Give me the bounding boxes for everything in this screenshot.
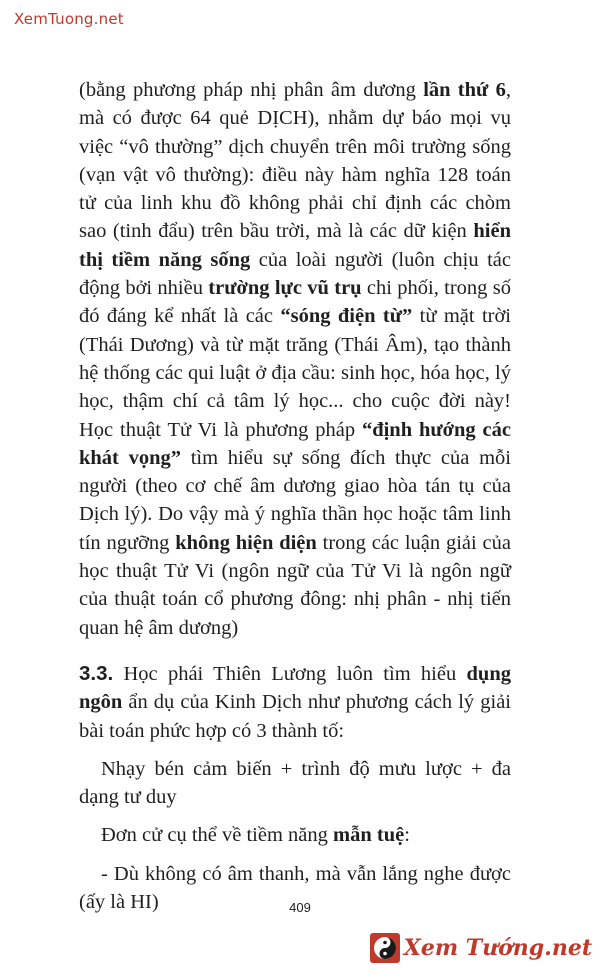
bold-text-run: hiển thị tiềm năng sống: [79, 220, 511, 271]
formula-text: Nhạy bén cảm biến + trình độ mưu lược + đa dạng tư duy: [79, 757, 511, 809]
bold-text-run: lần thứ 6: [423, 79, 506, 101]
bullet-text: - Dù không có âm thanh, mà vẫn lắng nghe được (ấy là HI): [79, 862, 511, 914]
text-run: Đơn cử cụ thể về tiềm năng: [101, 824, 334, 847]
site-logo: [370, 933, 592, 963]
example-text: [79, 821, 511, 849]
page-content: [79, 76, 511, 916]
bold-text-run: dụng ngôn: [79, 662, 511, 714]
bold-text-run: trường lực vũ trụ: [208, 277, 362, 300]
example-line: [79, 821, 511, 849]
watermark-top: XemTuong.net: [14, 10, 124, 28]
text-run: , mà có được 64 quẻ DỊCH), nhằm dự báo mọi vụ việc “vô thường” dịch chuyển trên môi trường sống (vạn vật vô thường): điều này hàm nghĩa 128 toán tử của linh khu đồ không phải chỉ định các chòm sao (tinh đẩu) trên bầu trời, mà là các dữ kiện: [79, 79, 511, 243]
logo-text: Xem Tướng.net: [403, 935, 592, 961]
text-run: của loài người (luôn chịu tác động bởi nhiều: [79, 248, 512, 300]
text-run: :: [404, 824, 410, 847]
bold-text-run: mẫn tuệ: [333, 824, 405, 847]
text-run: trong các luận giải của học thuật Tử Vi (ngôn ngữ của Tử Vi là ngôn ngữ của thuật toán cổ phương đông: nhị phân - nhị tiến quan hệ âm dương): [79, 531, 511, 639]
text-run: tìm hiểu sự sống đích thực của mỗi người (theo cơ chế âm dương giao hòa tán tụ của Dịch lý). Do vậy mà ý nghĩa thần học hoặc tâm linh tín ngưỡng: [79, 446, 511, 554]
text-run: từ mặt trời (Thái Dương) và từ mặt trăng (Thái Âm), tạo thành hệ thống các qui luật ở địa cầu: sinh học, hóa học, lý học, thậm chí cả tâm lý học... cho cuộc đời này! Học thuật Tử Vi là phương pháp: [79, 305, 511, 441]
section-3-3-text: [79, 660, 511, 745]
paragraph-1: [79, 76, 511, 642]
page-number: 409: [289, 900, 311, 915]
text-run: chi phối, trong số đó đáng kể nhất là các: [79, 277, 511, 328]
text-run: (bằng phương pháp nhị phân âm dương: [79, 79, 424, 101]
formula-line: [79, 755, 511, 812]
bold-text-run: “định hướng các khát vọng”: [79, 418, 511, 469]
bold-text-run: “sóng điện từ”: [280, 305, 413, 328]
text-run: Học phái Thiên Lương luôn tìm hiểu: [113, 662, 467, 685]
bold-text-run: không hiện diện: [175, 531, 317, 554]
section-number: 3.3.: [79, 661, 114, 685]
paragraph-1-text: [79, 76, 511, 642]
yin-yang-icon: [370, 933, 400, 963]
text-run: ẩn dụ của Kinh Dịch như phương cách lý giải bài toán phức hợp có 3 thành tố:: [79, 691, 511, 742]
section-3-3: [79, 660, 511, 745]
